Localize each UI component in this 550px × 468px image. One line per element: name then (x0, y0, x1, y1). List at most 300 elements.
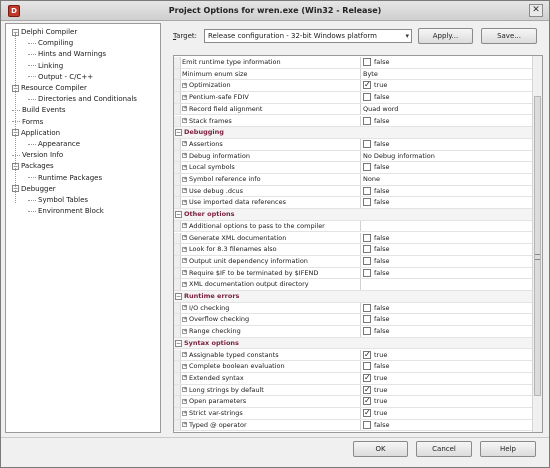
inherit-icon: + (183, 140, 188, 147)
inherit-icon: + (183, 117, 188, 123)
property-name (182, 315, 360, 324)
tree-item[interactable] (12, 161, 54, 171)
property-value[interactable] (363, 269, 529, 278)
tree-item-label: Symbol Tables (38, 196, 89, 204)
property-value-text: None (363, 175, 380, 183)
property-value-text: false (374, 93, 390, 102)
inherit-icon: + (183, 257, 188, 264)
property-row[interactable] (174, 373, 532, 385)
target-label (173, 32, 197, 40)
inherit-icon: + (183, 280, 188, 287)
property-row[interactable] (174, 279, 532, 291)
inherit-icon: + (183, 105, 188, 112)
property-name-text: Output unit dependency information (189, 256, 308, 265)
row-gutter (174, 361, 181, 372)
inherit-icon: + (183, 152, 188, 159)
tree-connector (28, 76, 36, 77)
property-name-text: Pentium-safe FDIV (189, 93, 249, 102)
inherit-icon: + (183, 315, 188, 322)
tree-connector (28, 211, 36, 212)
inherit-icon: + (183, 374, 188, 381)
collapse-icon[interactable]: − (176, 339, 182, 347)
tree-connector (12, 155, 20, 156)
property-row[interactable] (174, 314, 532, 326)
property-row[interactable] (174, 244, 532, 256)
property-name (182, 105, 360, 114)
property-value-text: false (374, 58, 390, 66)
apply-button[interactable]: Apply... (418, 28, 473, 44)
column-separator (360, 361, 361, 372)
row-gutter (174, 408, 181, 419)
tree-item[interactable] (28, 139, 80, 149)
tree-item[interactable] (28, 195, 88, 205)
collapse-icon[interactable]: − (176, 211, 182, 219)
inherit-icon: + (183, 222, 188, 229)
row-gutter (174, 314, 181, 325)
property-name (182, 198, 360, 207)
property-value-text: Byte (363, 69, 378, 78)
property-name (182, 222, 360, 231)
tree-guide-line (15, 33, 16, 203)
property-value-text: false (374, 163, 390, 172)
scrollbar-grip-icon (535, 254, 540, 260)
title-bar[interactable] (1, 1, 549, 21)
window-title: Project Options for wren.exe (Win32 - Release) (168, 6, 382, 15)
row-gutter (174, 139, 181, 150)
tree-connector (28, 144, 36, 145)
property-value[interactable] (363, 198, 529, 207)
property-row[interactable] (174, 268, 532, 280)
tree-connector (28, 99, 36, 100)
property-name (182, 140, 360, 149)
property-value-text: false (374, 362, 390, 371)
tree-item[interactable] (12, 83, 87, 93)
inherit-icon: + (183, 327, 188, 334)
checked-checkbox[interactable]: ✓ (364, 385, 371, 394)
row-gutter (174, 396, 181, 407)
property-row[interactable] (174, 303, 532, 315)
tree-item-label: Compiling (38, 39, 74, 48)
button-area-divider (1, 437, 549, 438)
unchecked-checkbox[interactable] (363, 117, 371, 125)
inherit-icon: + (183, 397, 188, 404)
property-row[interactable] (174, 69, 532, 81)
unchecked-checkbox[interactable] (363, 140, 371, 148)
ok-button[interactable]: OK (353, 441, 408, 457)
property-name (182, 234, 360, 243)
tree-item[interactable] (12, 117, 43, 127)
property-value[interactable] (363, 105, 529, 114)
cancel-button[interactable]: Cancel (416, 441, 472, 457)
column-separator (360, 256, 361, 267)
property-name (182, 163, 360, 172)
unchecked-checkbox[interactable] (363, 327, 371, 335)
property-value-text: false (374, 198, 390, 207)
property-name (182, 409, 360, 418)
tree-item[interactable] (28, 49, 106, 59)
property-name-text: Look for 8.3 filenames also (189, 245, 277, 254)
property-name-text: Emit runtime type information (182, 58, 281, 66)
collapse-icon[interactable]: − (13, 129, 19, 137)
inherit-icon: + (183, 362, 188, 369)
property-name-text: Extended syntax (189, 373, 244, 382)
column-separator (360, 350, 361, 361)
tree-item[interactable] (12, 128, 60, 138)
property-name-text: Assignable typed constants (189, 350, 279, 359)
row-gutter (174, 326, 181, 337)
collapse-icon[interactable]: − (13, 84, 19, 92)
property-value-text: false (374, 139, 390, 148)
property-value[interactable] (363, 93, 529, 102)
property-value[interactable] (363, 163, 529, 172)
column-separator (360, 69, 361, 80)
property-value[interactable] (363, 175, 529, 184)
column-separator (360, 221, 361, 232)
property-name (182, 421, 360, 430)
column-separator (360, 92, 361, 103)
property-value[interactable] (363, 58, 529, 67)
category-label: Other options (184, 210, 235, 219)
property-name-text: Open parameters (189, 397, 247, 406)
property-value-text: true (374, 385, 388, 394)
property-value[interactable] (363, 81, 529, 90)
property-name-text: Strict var-strings (189, 409, 243, 417)
tree-item-label: Appearance (38, 140, 81, 148)
tree-item-label: Build Events (22, 106, 66, 115)
row-gutter (174, 116, 181, 127)
collapse-icon[interactable]: − (176, 293, 182, 300)
property-row[interactable] (174, 233, 532, 245)
property-row[interactable] (174, 326, 532, 338)
category-row[interactable] (174, 127, 532, 139)
property-name-text: I/O checking (189, 303, 230, 312)
property-value[interactable] (363, 409, 529, 418)
checked-checkbox[interactable]: ✓ (364, 397, 371, 406)
property-name (182, 245, 360, 254)
row-gutter (174, 197, 181, 208)
inherit-icon: + (183, 93, 188, 100)
inherit-icon: + (183, 409, 188, 416)
tree-item[interactable] (28, 206, 104, 216)
tree-item-label: Hints and Warnings (38, 50, 107, 59)
property-value[interactable] (363, 245, 529, 254)
row-gutter (174, 162, 181, 173)
property-name (182, 175, 360, 184)
property-value-text: true (374, 373, 388, 382)
property-name-text: Additional options to pass to the compiler (189, 221, 325, 230)
tree-item-label: Directories and Conditionals (38, 95, 137, 104)
tree-connector (28, 200, 36, 201)
unchecked-checkbox[interactable] (363, 163, 371, 171)
property-value-text: true (374, 350, 388, 359)
category-row[interactable] (174, 338, 532, 350)
row-gutter (174, 69, 181, 80)
property-name-text: Require $IF to be terminated by $IFEND (189, 268, 319, 277)
property-value[interactable] (363, 140, 529, 149)
property-name-text: Use imported data references (189, 198, 286, 207)
property-value-text: false (374, 256, 390, 265)
column-separator (360, 80, 361, 91)
property-name-text: Overflow checking (189, 315, 250, 324)
inherit-icon: + (183, 421, 188, 428)
property-row[interactable] (174, 361, 532, 373)
property-row[interactable] (174, 408, 532, 420)
column-separator (360, 279, 361, 290)
tree-item-label: Debugger (21, 184, 56, 193)
property-row[interactable] (174, 197, 532, 209)
property-name-text: Long strings by default (189, 385, 264, 394)
unchecked-checkbox[interactable] (363, 234, 371, 242)
tree-item-label: Packages (21, 162, 54, 171)
property-value[interactable] (363, 187, 529, 196)
property-row[interactable] (174, 420, 532, 432)
category-row[interactable] (174, 209, 532, 221)
property-name (182, 58, 360, 67)
property-name (182, 386, 360, 395)
row-gutter (174, 233, 181, 244)
checked-checkbox[interactable]: ✓ (364, 373, 371, 382)
property-name-text: Generate XML documentation (189, 233, 287, 242)
property-name (182, 327, 360, 336)
checked-checkbox[interactable]: ✓ (364, 409, 371, 417)
property-name (182, 304, 360, 313)
property-value-text: false (374, 245, 390, 254)
property-value[interactable] (363, 351, 529, 360)
tree-connector (28, 54, 36, 55)
category-label: Syntax options (184, 338, 239, 347)
unchecked-checkbox[interactable] (363, 93, 371, 101)
property-name (182, 93, 360, 102)
help-button[interactable]: Help (480, 441, 536, 457)
property-grid[interactable] (173, 55, 543, 433)
property-value-text: false (374, 233, 390, 242)
column-separator (360, 233, 361, 244)
property-value[interactable] (363, 421, 529, 430)
unchecked-checkbox[interactable] (363, 304, 371, 312)
row-gutter (174, 256, 181, 267)
property-row[interactable] (174, 396, 532, 408)
property-row[interactable] (174, 57, 532, 69)
row-gutter (174, 420, 181, 431)
chevron-down-icon: ▾ (405, 32, 409, 40)
property-value-text: false (374, 186, 390, 195)
property-grid-scrollbar[interactable] (532, 56, 542, 432)
unchecked-checkbox[interactable] (363, 245, 371, 253)
inherit-icon: + (183, 163, 188, 170)
row-gutter (174, 104, 181, 115)
property-name-text: Record field alignment (189, 104, 263, 113)
column-separator (360, 162, 361, 173)
property-value-text: false (374, 327, 390, 336)
checked-checkbox[interactable]: ✓ (364, 81, 371, 90)
property-row[interactable] (174, 385, 532, 397)
tree-connector (12, 121, 20, 122)
tree-item[interactable] (12, 150, 63, 160)
tree-connector (28, 177, 36, 178)
property-name (182, 117, 360, 126)
tree-item-label: Version Info (22, 151, 64, 160)
inherit-icon: + (183, 245, 188, 252)
tree-item[interactable] (28, 94, 137, 104)
tree-item[interactable] (28, 173, 102, 183)
tree-item[interactable] (28, 72, 93, 82)
unchecked-checkbox[interactable] (363, 269, 371, 277)
property-row[interactable] (174, 350, 532, 362)
property-name (182, 187, 360, 196)
unchecked-checkbox[interactable] (363, 198, 371, 206)
unchecked-checkbox[interactable] (363, 421, 371, 429)
column-separator (360, 373, 361, 384)
column-separator (360, 420, 361, 431)
inherit-icon: + (183, 234, 188, 240)
property-value-text: false (374, 116, 390, 125)
inherit-icon: + (183, 269, 188, 276)
property-value[interactable] (363, 152, 529, 161)
row-gutter (174, 57, 181, 68)
unchecked-checkbox[interactable] (363, 257, 371, 265)
property-name-text: Symbol reference info (189, 175, 261, 183)
column-separator (360, 186, 361, 197)
checked-checkbox[interactable]: ✓ (364, 350, 371, 359)
property-value[interactable] (363, 397, 529, 406)
category-label: Runtime errors (184, 292, 240, 300)
property-value-text: Quad word (363, 104, 399, 113)
collapse-icon[interactable]: − (13, 162, 19, 170)
property-value[interactable] (363, 386, 529, 395)
property-row[interactable] (174, 116, 532, 128)
row-gutter (174, 186, 181, 197)
tree-item[interactable] (12, 184, 56, 194)
property-row[interactable] (174, 92, 532, 104)
tree-item-label: Application (21, 128, 61, 137)
tree-item[interactable] (12, 105, 66, 115)
property-value[interactable] (363, 304, 529, 313)
property-value-text: false (374, 268, 390, 277)
property-name-text: Stack frames (189, 116, 232, 125)
property-name (182, 257, 360, 266)
row-gutter (174, 373, 181, 384)
inherit-icon: + (183, 81, 188, 88)
property-name (182, 362, 360, 371)
property-value[interactable] (363, 327, 529, 336)
property-name-text: Range checking (189, 327, 241, 336)
row-gutter (174, 92, 181, 103)
unchecked-checkbox[interactable] (363, 362, 371, 370)
target-label-text: arget: (176, 32, 198, 40)
property-value[interactable] (363, 117, 529, 126)
column-separator (360, 314, 361, 325)
tree-item-label: Runtime Packages (38, 173, 103, 182)
column-separator (360, 197, 361, 208)
unchecked-checkbox[interactable] (363, 58, 371, 66)
options-tree[interactable] (5, 23, 161, 433)
target-select[interactable] (204, 29, 412, 43)
property-row[interactable] (174, 186, 532, 198)
property-row[interactable] (174, 221, 532, 233)
inherit-icon: + (183, 351, 188, 357)
target-select-value: Release configuration - 32-bit Windows platform (208, 32, 377, 40)
property-value[interactable] (363, 374, 529, 383)
property-name-text: Minimum enum size (182, 69, 248, 78)
property-row[interactable] (174, 174, 532, 186)
property-value[interactable] (363, 362, 529, 371)
property-value-text: true (374, 397, 388, 406)
property-name (182, 351, 360, 360)
collapse-icon[interactable]: − (13, 185, 19, 193)
column-separator (360, 326, 361, 337)
tree-item[interactable] (28, 38, 73, 48)
inherit-icon: + (183, 175, 188, 182)
property-row[interactable] (174, 104, 532, 116)
target-label-mnemonic: T (173, 32, 177, 40)
inherit-icon: + (183, 304, 188, 311)
tree-item[interactable] (28, 61, 63, 71)
property-name-text: Optimization (189, 81, 231, 90)
property-row[interactable] (174, 139, 532, 151)
property-value-text: true (374, 409, 388, 417)
unchecked-checkbox[interactable] (363, 315, 371, 323)
row-gutter (174, 350, 181, 361)
collapse-icon[interactable]: − (13, 28, 19, 36)
property-name-text: Typed @ operator (189, 420, 247, 429)
property-name (182, 397, 360, 406)
property-value-text: true (374, 81, 388, 90)
row-gutter (174, 385, 181, 396)
property-value-text: No Debug information (363, 151, 435, 160)
category-label: Debugging (184, 128, 224, 137)
property-value[interactable] (363, 70, 529, 79)
tree-item-label: Environment Block (38, 207, 104, 216)
property-name (182, 374, 360, 383)
property-name (182, 152, 360, 161)
property-row[interactable] (174, 162, 532, 174)
column-separator (360, 396, 361, 407)
property-row[interactable] (174, 151, 532, 163)
property-row[interactable] (174, 256, 532, 268)
property-name (182, 280, 360, 289)
property-value-text: false (374, 420, 390, 429)
tree-item[interactable] (12, 27, 77, 37)
property-name-text: Complete boolean evaluation (189, 362, 285, 371)
property-row[interactable] (174, 80, 532, 92)
close-button[interactable]: ✕ (529, 4, 543, 17)
row-gutter (174, 268, 181, 279)
property-value[interactable] (363, 234, 529, 243)
column-separator (360, 385, 361, 396)
scrollbar-thumb[interactable] (534, 96, 541, 396)
delphi-app-icon: D (8, 5, 20, 17)
collapse-icon[interactable]: − (176, 129, 182, 137)
save-button[interactable]: Save... (481, 28, 537, 44)
tree-connector (28, 43, 36, 44)
row-gutter (174, 80, 181, 91)
property-name-text: XML documentation output directory (189, 280, 309, 289)
tree-connector (12, 110, 20, 111)
property-name-text: Use debug .dcus (189, 186, 244, 195)
column-separator (360, 244, 361, 255)
row-gutter (174, 279, 181, 290)
row-gutter (174, 151, 181, 162)
property-value-text: false (374, 303, 390, 312)
property-value[interactable] (363, 315, 529, 324)
property-value[interactable] (363, 257, 529, 266)
column-separator (360, 268, 361, 279)
unchecked-checkbox[interactable] (363, 187, 371, 195)
category-row[interactable] (174, 291, 532, 303)
property-name (182, 269, 360, 278)
row-gutter (174, 174, 181, 185)
column-separator (360, 174, 361, 185)
